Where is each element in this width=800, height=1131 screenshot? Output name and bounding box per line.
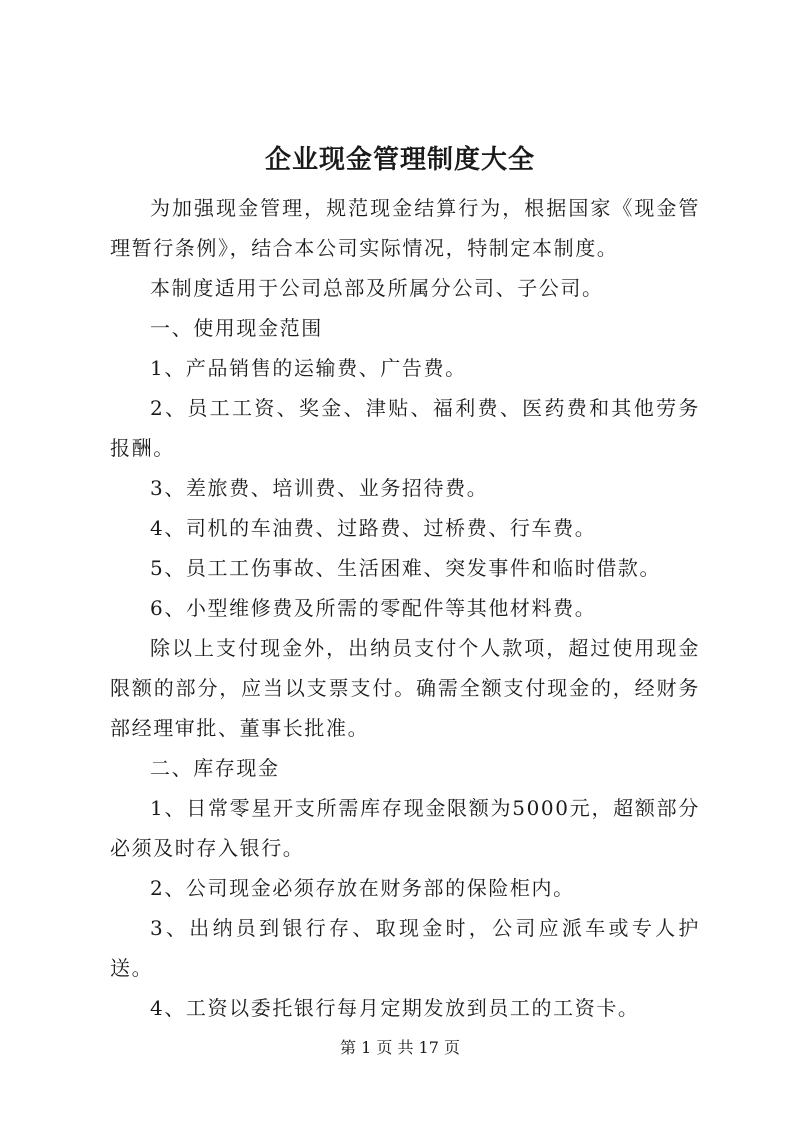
page-number-footer: 第 1 页 共 17 页	[340, 1038, 460, 1057]
paragraph-cash-limit: 除以上支付现金外，出纳员支付个人款项，超过使用现金限额的部分，应当以支票支付。确需全额支付现金的，经财务部经理审批、董事长批准。	[110, 636, 700, 740]
list-item: 2、公司现金必须存放在财务部的保险柜内。	[150, 876, 575, 900]
section-heading-cash-usage: 一、使用现金范围	[150, 316, 323, 340]
paragraph-intro: 为加强现金管理，规范现金结算行为，根据国家《现金管理暂行条例》，结合本公司实际情况，特制定本制度。	[110, 196, 700, 260]
paragraph-scope: 本制度适用于公司总部及所属分公司、子公司。	[150, 276, 604, 300]
list-item: 4、工资以委托银行每月定期发放到员工的工资卡。	[150, 996, 640, 1020]
document-title: 企业现金管理制度大全	[264, 145, 535, 175]
list-item: 2、员工工资、奖金、津贴、福利费、医药费和其他劳务报酬。	[110, 396, 700, 460]
list-item: 4、司机的车油费、过路费、过桥费、行车费。	[150, 516, 597, 540]
list-item: 5、员工工伤事故、生活困难、突发事件和临时借款。	[150, 556, 662, 580]
list-item: 3、出纳员到银行存、取现金时，公司应派车或专人护送。	[110, 916, 700, 980]
list-item: 3、差旅费、培训费、业务招待费。	[150, 476, 489, 500]
list-item: 1、日常零星开支所需库存现金限额为5000元，超额部分必须及时存入银行。	[110, 796, 700, 860]
list-item: 1、产品销售的运输费、广告费。	[150, 356, 467, 380]
list-item: 6、小型维修费及所需的零配件等其他材料费。	[150, 596, 597, 620]
section-heading-cash-on-hand: 二、库存现金	[150, 756, 280, 780]
document-body	[110, 188, 700, 1028]
